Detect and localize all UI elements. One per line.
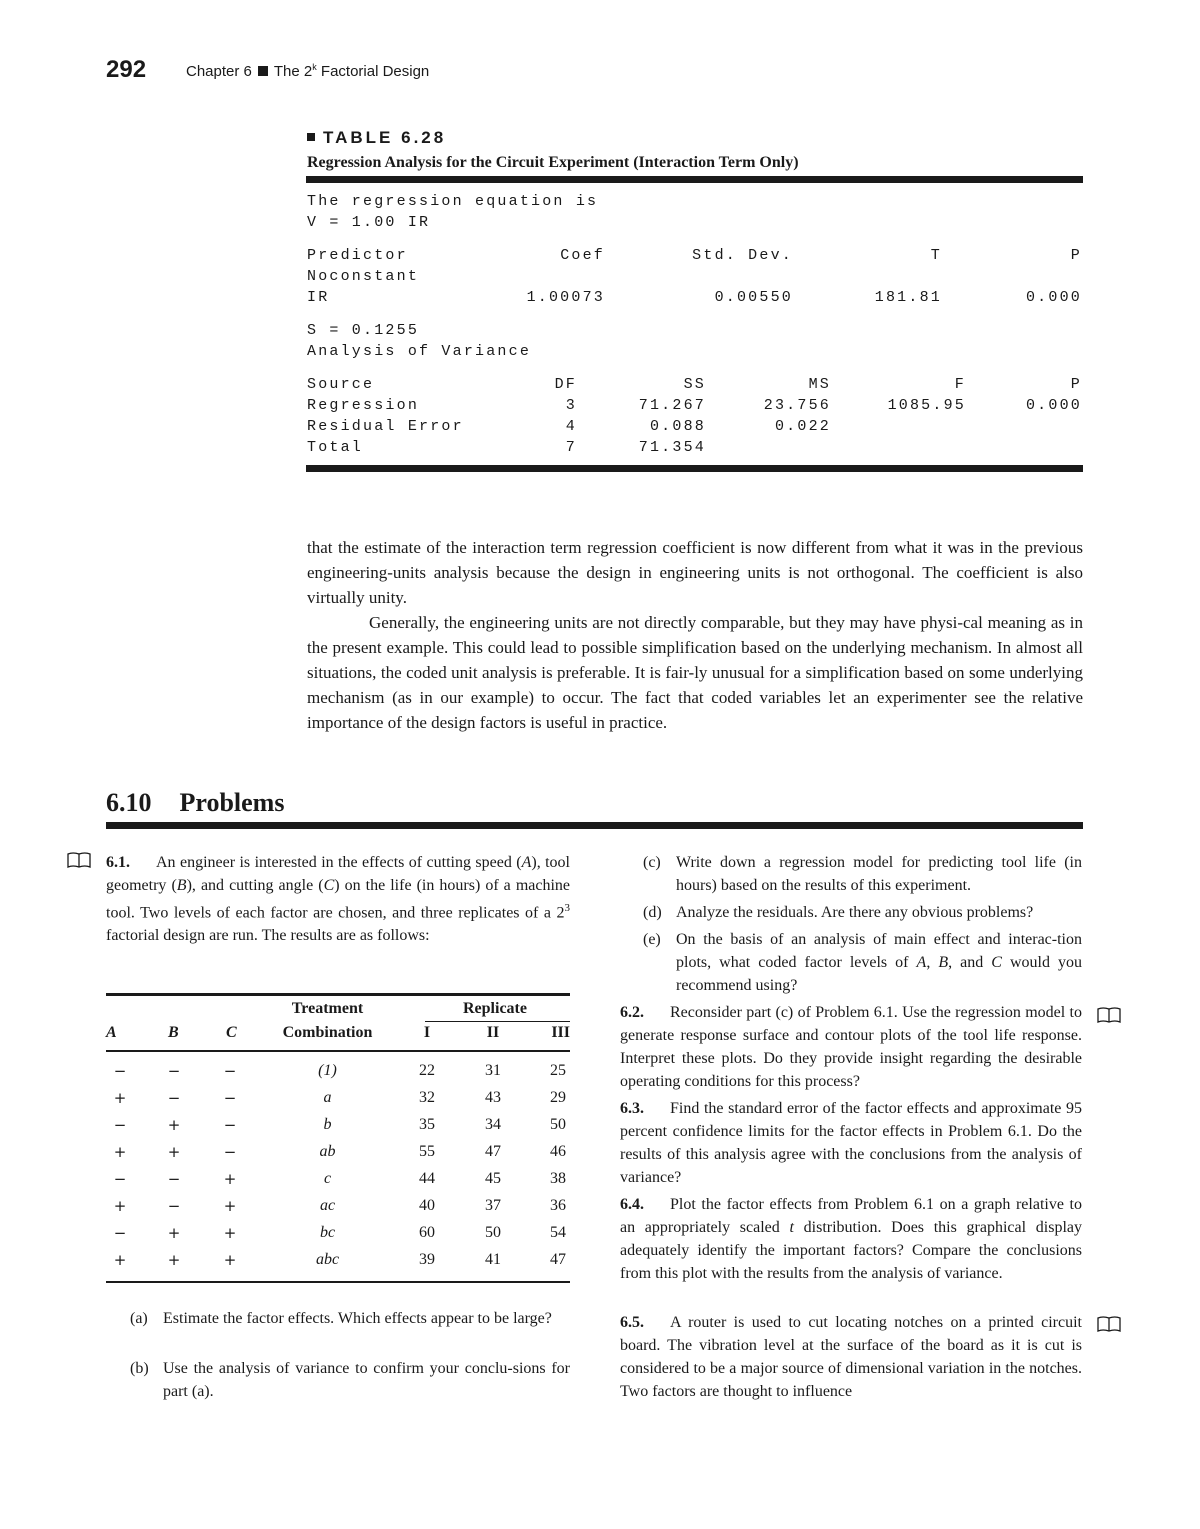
data-table-bottom-rule: [106, 1281, 570, 1283]
cell-a: +: [113, 1143, 127, 1161]
book-icon: [67, 851, 91, 869]
cell-rep2: 50: [485, 1224, 501, 1241]
stddev-header: Std. Dev.: [692, 247, 793, 264]
cell-a: −: [113, 1224, 127, 1242]
anova-row-source: Residual Error: [307, 418, 464, 435]
table-label: [307, 128, 446, 148]
cell-c: −: [223, 1089, 237, 1107]
anova-ss-header: SS: [683, 376, 706, 393]
chapter-label: Chapter 6: [186, 63, 252, 80]
var-t: t: [789, 1219, 794, 1236]
part-text: would you recommend using?: [676, 954, 1083, 994]
cell-rep1: 55: [419, 1143, 435, 1160]
var-b: B: [176, 877, 187, 894]
section-title-text: Problems: [179, 788, 285, 817]
cell-c: +: [223, 1170, 237, 1188]
cell-combination: b: [323, 1116, 332, 1133]
cell-b: −: [167, 1197, 181, 1215]
cell-combination: bc: [319, 1224, 336, 1241]
cell-combination: c: [323, 1170, 332, 1187]
table-top-rule: [306, 176, 1083, 183]
anova-row-source: Total: [307, 439, 364, 456]
cell-rep2: 41: [485, 1251, 501, 1268]
cell-rep1: 60: [419, 1224, 435, 1241]
anova-row-p: 0.000: [1025, 397, 1082, 414]
cell-rep1: 44: [419, 1170, 435, 1187]
problem-6-3: [620, 1097, 1082, 1189]
var-a: A: [521, 854, 532, 871]
cell-b: +: [167, 1251, 181, 1269]
anova-row-f: 1085.95: [887, 397, 966, 414]
data-table-header-rule: [106, 1050, 570, 1052]
square-bullet-icon: [258, 66, 268, 76]
s-value: S = 0.1255: [307, 322, 420, 339]
p-value: 0.000: [1025, 289, 1082, 306]
cell-a: −: [113, 1062, 127, 1080]
predictor-header: Predictor: [307, 247, 408, 264]
anova-p-header: P: [1070, 376, 1082, 393]
anova-row-df: 4: [565, 418, 577, 435]
cell-c: −: [223, 1062, 237, 1080]
cell-combination: abc: [315, 1251, 340, 1268]
rep2-header: II: [486, 1024, 500, 1041]
part-label: (e): [643, 931, 661, 948]
anova-row-ss: 0.088: [649, 418, 706, 435]
body-paragraph-1: that the estimate of the interaction term regression coefficient is now different from what it was in the previous engineering-units analysis because the design in engineering units is not orthogonal. The coefficient is also virtually unity.: [307, 538, 1083, 607]
part-label: (b): [130, 1360, 149, 1377]
cell-rep3: 54: [550, 1224, 566, 1241]
cell-c: +: [223, 1197, 237, 1215]
part-text: Estimate the factor effects. Which effects appear to be large?: [163, 1310, 552, 1327]
problem-text: factorial design are run. The results are as follows:: [106, 927, 430, 945]
part-text: Write down a regression model for predicting tool life (in hours) based on the results of this experiment.: [676, 854, 1082, 894]
cell-rep2: 47: [485, 1143, 501, 1160]
p-header: P: [1070, 247, 1082, 264]
book-icon: [1097, 1315, 1121, 1333]
cell-combination: (1): [318, 1062, 337, 1079]
problem-6-1: [106, 851, 570, 947]
part-text: On the basis of an analysis of main effect and interac-tion plots, what coded factor levels of: [676, 931, 1082, 971]
problem-text: An engineer is interested in the effects of cutting speed (: [156, 854, 522, 871]
part-d: [643, 901, 1082, 924]
problem-number: 6.2.: [620, 1004, 644, 1021]
cell-rep1: 35: [419, 1116, 435, 1133]
treatment-header: Treatment: [291, 1000, 364, 1017]
cell-c: +: [223, 1251, 237, 1269]
cell-rep2: 43: [485, 1089, 501, 1106]
data-table-top-rule: [106, 993, 570, 996]
square-bullet-icon: [307, 133, 315, 141]
part-label: (d): [643, 904, 662, 921]
cell-rep3: 46: [550, 1143, 566, 1160]
cell-b: +: [167, 1143, 181, 1161]
cell-b: −: [167, 1062, 181, 1080]
anova-source-header: Source: [307, 376, 375, 393]
problem-6-4: [620, 1193, 1082, 1285]
var-a: A: [916, 954, 927, 971]
anova-ms-header: MS: [808, 376, 831, 393]
part-text: ,: [926, 954, 939, 971]
anova-row-ss: 71.354: [638, 439, 706, 456]
page-number: 292: [106, 56, 147, 83]
coef-header: Coef: [560, 247, 605, 264]
anova-row-df: 3: [565, 397, 577, 414]
problem-text: ), and cutting angle (: [186, 877, 324, 894]
rep3-header: III: [551, 1024, 570, 1041]
cell-rep3: 47: [550, 1251, 566, 1268]
problem-6-5: [620, 1311, 1082, 1403]
cell-b: −: [167, 1089, 181, 1107]
running-head: [186, 62, 429, 80]
anova-row-ms: 0.022: [774, 418, 831, 435]
part-label: (c): [643, 854, 661, 871]
cell-combination: a: [323, 1089, 332, 1106]
problem-number: 6.5.: [620, 1314, 644, 1331]
col-a-header: A: [106, 1024, 117, 1041]
part-text: , and: [948, 954, 992, 971]
cell-a: +: [113, 1251, 127, 1269]
part-c: [643, 851, 1082, 897]
cell-rep1: 22: [419, 1062, 435, 1079]
cell-c: +: [223, 1224, 237, 1242]
part-b: [130, 1357, 570, 1403]
cell-a: +: [113, 1089, 127, 1107]
stddev-value: 0.00550: [714, 289, 793, 306]
cell-b: −: [167, 1170, 181, 1188]
regression-equation-heading: The regression equation is: [307, 193, 599, 210]
var-c: C: [991, 954, 1002, 971]
anova-df-header: DF: [554, 376, 577, 393]
problem-text: A router is used to cut locating notches on a printed circuit board. The vibration level at the surface of the board as it is cut is considered to be a major source of dimensional variation in the notches. Two factors are thought to influence: [620, 1314, 1082, 1400]
problem-6-2: [620, 1001, 1082, 1093]
chapter-title-rest: Factorial Design: [316, 63, 430, 80]
part-a: [130, 1307, 570, 1353]
anova-row-ss: 71.267: [638, 397, 706, 414]
var-b: B: [938, 954, 949, 971]
problem-text: distribution. Does this graphical display adequately identify the important factors? Compare the conclusions from this plot with the results from the analysis of variance.: [620, 1219, 1083, 1282]
chapter-title: The 2: [273, 63, 313, 80]
cell-rep3: 36: [550, 1197, 566, 1214]
coef-value: 1.00073: [526, 289, 605, 306]
var-c: C: [323, 877, 335, 894]
cell-rep1: 32: [419, 1089, 435, 1106]
cell-combination: ab: [319, 1143, 336, 1160]
replicate-rule: [425, 1021, 570, 1022]
cell-rep1: 40: [419, 1197, 435, 1214]
cell-rep3: 50: [550, 1116, 566, 1133]
rep1-header: I: [423, 1024, 431, 1041]
anova-row-ms: 23.756: [763, 397, 831, 414]
cell-rep2: 37: [485, 1197, 501, 1214]
anova-row-df: 7: [565, 439, 577, 456]
cell-rep2: 34: [485, 1116, 501, 1133]
part-text: Analyze the residuals. Are there any obvious problems?: [676, 904, 1034, 921]
body-paragraph-2: [307, 610, 1083, 735]
problem-number: 6.1.: [106, 854, 130, 871]
anova-title: Analysis of Variance: [307, 343, 532, 360]
problem-number: 6.4.: [620, 1196, 644, 1213]
noconstant-label: Noconstant: [307, 268, 420, 285]
cell-rep3: 25: [550, 1062, 566, 1079]
cell-rep3: 29: [550, 1089, 566, 1106]
predictor-ir: IR: [307, 289, 330, 306]
table-label-text: TABLE 6.28: [323, 128, 447, 147]
section-title: [106, 788, 284, 818]
problem-number: 6.3.: [620, 1100, 644, 1117]
table-bottom-rule: [306, 465, 1083, 472]
cell-b: +: [167, 1116, 181, 1134]
superscript: 3: [564, 902, 570, 914]
col-b-header: B: [168, 1024, 179, 1041]
body-paragraph-2-text: Generally, the engineering units are not directly comparable, but they may have physi-cal meaning as in the present example. This could lead to possible simplification based on the underlying mechanism. In almost all situations, the coded unit analysis is preferable. It is fair-ly unusual for a simplification based on some underlying mechanism (as in our example) to occur. The fact that coded variables let an experimenter see the relative importance of the design factors is useful in practice.: [307, 613, 1083, 732]
part-e: [643, 928, 1082, 997]
cell-c: −: [223, 1116, 237, 1134]
replicate-header: Replicate: [463, 1000, 527, 1017]
anova-row-source: Regression: [307, 397, 420, 414]
cell-b: +: [167, 1224, 181, 1242]
cell-rep2: 31: [485, 1062, 501, 1079]
cell-a: +: [113, 1197, 127, 1215]
problem-text: Plot the factor effects from Problem 6.1 on a graph relative to an appropriately scaled: [620, 1196, 1082, 1236]
cell-combination: ac: [319, 1197, 336, 1214]
t-value: 181.81: [874, 289, 942, 306]
t-header: T: [930, 247, 942, 264]
section-number: 6.10: [106, 788, 152, 817]
cell-a: −: [113, 1170, 127, 1188]
part-label: (a): [130, 1310, 148, 1327]
cell-rep1: 39: [419, 1251, 435, 1268]
problem-text: ) on the life (in hours) of a machine tool. Two levels of each factor are chosen, and three replicates of a 2: [106, 877, 571, 922]
section-rule: [106, 822, 1083, 829]
problem-text: ), tool geometry (: [106, 854, 570, 894]
combination-header: Combination: [282, 1024, 373, 1041]
cell-rep2: 45: [485, 1170, 501, 1187]
problem-text: Reconsider part (c) of Problem 6.1. Use the regression model to generate response surface and contour plots of the tool life response. Interpret these plots. Do they provide insight regarding the desirable operating conditions for this process?: [620, 1004, 1082, 1090]
cell-c: −: [223, 1143, 237, 1161]
cell-rep3: 38: [550, 1170, 566, 1187]
problem-text: Find the standard error of the factor effects and approximate 95 percent confidence limits for the factor effects in Problem 6.1. Do the results of this analysis agree with the conclusions from the analysis of variance?: [620, 1100, 1082, 1186]
regression-equation: V = 1.00 IR: [307, 214, 431, 231]
table-caption: Regression Analysis for the Circuit Experiment (Interaction Term Only): [307, 154, 799, 171]
part-text: Use the analysis of variance to confirm your conclu-sions for part (a).: [163, 1360, 570, 1400]
col-c-header: C: [226, 1024, 237, 1041]
chapter-title-sup: k: [312, 62, 317, 72]
book-icon: [1097, 1006, 1121, 1024]
cell-a: −: [113, 1116, 127, 1134]
anova-f-header: F: [954, 376, 966, 393]
